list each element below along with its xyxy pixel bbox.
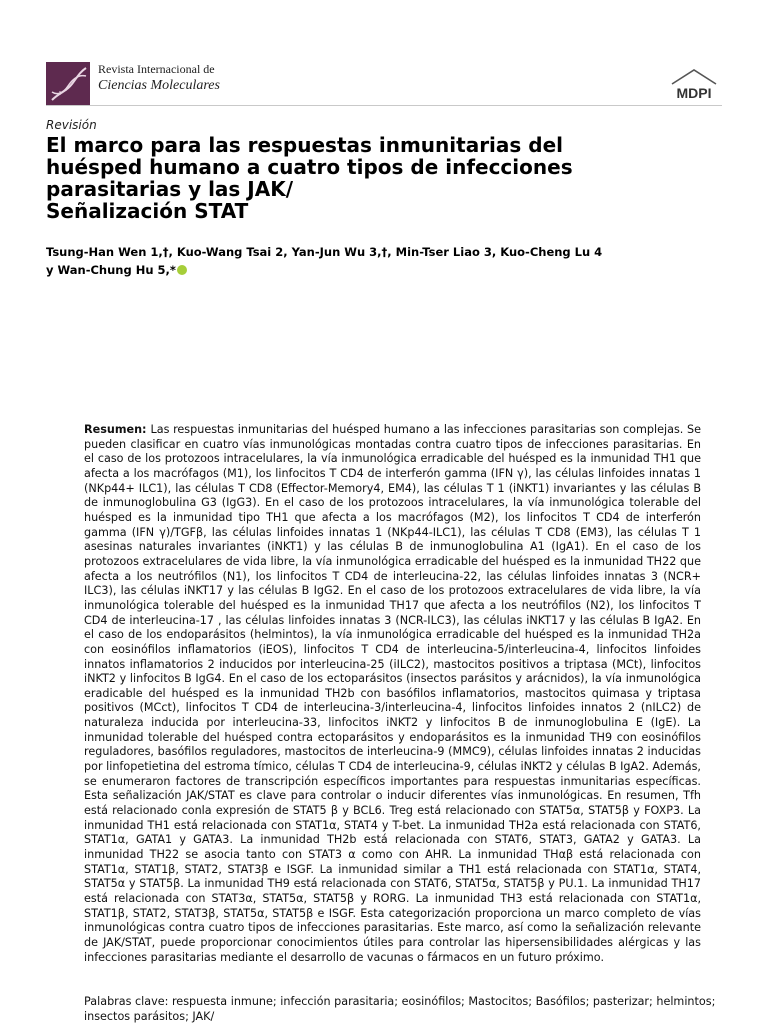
title-line: huésped humano a cuatro tipos de infecciones [46,155,573,179]
orcid-icon[interactable] [177,265,187,275]
journal-name-line1: Revista Internacional de [98,62,215,76]
keywords [84,995,724,1024]
article-title [46,134,706,222]
mdpi-logo [666,68,722,104]
authors-line1: Tsung-Han Wen 1,†, Kuo-Wang Tsai 2, Yan-Jun Wu 3,†, Min-Tser Liao 3, Kuo-Cheng Lu 4 [46,245,603,259]
authors-line2-text: y Wan-Chung Hu 5,* [46,263,176,277]
authors-line2 [46,261,726,279]
title-line: Señalización STAT [46,199,249,223]
abstract-label: Resumen: [84,423,151,436]
publisher-name: MDPI [676,85,712,101]
keywords-label: Palabras clave: [84,995,172,1008]
title-line: parasitarias y las JAK/ [46,177,294,201]
journal-name [98,62,220,94]
journal-header [46,62,722,106]
title-line: El marco para las respuestas inmunitarias del [46,133,564,157]
abstract [84,423,701,965]
journal-logo [46,62,90,106]
abstract-text: Las respuestas inmunitarias del huésped humano a las infecciones parasitarias son complejas. Se pueden clasificar en cuatro vías inmunológicas montadas contra cuatro tipos de infecciones parasitarias. En el caso de los protozoos intracelulares, la vía inmunológica erradicable del huésped es la inmunidad TH1 que afecta a los macrófagos (M1), los linfocitos T CD4 de interferón gamma (IFN γ), las células linfoides innatas 1 (NKp44+ ILC1), las células T CD8 (Effector-Memory4, EM4), las células T 1 (iNKT1) invariantes y las células B de inmunoglobulina G3 (IgG3). En el caso de los protozoos intracelulares, la vía inmunológica tolerable del huésped es la inmunidad tipo TH1 que afecta a los macrófagos (M2), los linfocitos T CD4 de interferón gamma (IFN γ)/TGFβ, las células linfoides innatas 1 (NKp44-ILC1), las células T CD8 (EM3), las células T 1 asesinas naturales invariantes (iNKT1) y las células B de inmunoglobulina A1 (IgA1). En el caso de los protozoos extracelulares de vida libre, la vía inmunológica erradicable del huésped es la inmunidad TH22 que afecta a los neutrófilos (N1), los linfocitos T CD4 de interleucina-22, las células linfoides innatas 3 (NCR+ ILC3), las células iNKT17 y las células B IgG2. En el caso de los protozoos extracelulares de vida libre, la vía inmunológica tolerable del huésped es la inmunidad TH17 que afecta a los neutrófilos (N2), los linfocitos T CD4 de interleucina-17 , las células linfoides innatas 3 (NCR-ILC3), las células iNKT17 y las células B IgA2. En el caso de los endoparásitos (helmintos), la vía inmunológica erradicable del huésped es la inmunidad TH2a con eosinófilos inflamatorios (iEOS), linfocitos T CD4 de interleucina-5/interleucina-4, linfocitos linfoides innatos inflamatorios 2 inducidos por interleucina-25 (iILC2), mastocitos positivos a triptasa (MCt), linfocitos iNKT2 y linfocitos B IgG4. En el caso de los ectoparásitos (insectos parásitos y arácnidos), la vía inmunológica eradicable del huésped es la inmunidad TH2b con basófilos inflamatorios, mastocitos quimasa y triptasa positivos (MCct), linfocitos T CD4 de interleucina-3/interleucina-4, linfocitos linfoides innatos 2 (nILC2) de naturaleza inducida por interleucina-33, linfocitos iNKT2 y linfocitos B de inmunoglobulina E (IgE). La inmunidad tolerable del huésped contra ectoparásitos y endoparásitos es la inmunidad TH9 con eosinófilos reguladores, basófilos reguladores, mastocitos de interleucina-9 (MMC9), células linfoides innatas 2 inducidas por linfopetietina del estroma tímico, células T CD4 de interleucina-9, células iNKT2 y células B IgA2. Además, se enumeraron factores de transcripción específicos importantes para respuestas inmunitarias específicas. Esta señalización JAK/STAT es clave para controlar o inducir diferentes vías inmunológicas. En resumen, Tfh está relacionado conla expresión de STAT5 β y BCL6. Treg está relacionado con STAT5α, STAT5β y FOXP3. La inmunidad TH1 está relacionada con STAT1α, STAT4 y T-bet. La inmunidad TH2a está relacionada con STAT6, STAT1α, GATA1 y GATA3. La inmunidad TH2b está relacionada con STAT6, STAT3, GATA2 y GATA3. La inmunidad TH22 se asocia tanto con STAT3 α como con AHR. La inmunidad THαβ está relacionada con STAT1α, STAT1β, STAT2, STAT3β e ISGF. La inmunidad similar a TH1 está relacionada con STAT1α, STAT4, STAT5α y STAT5β. La inmunidad TH9 está relacionada con STAT6, STAT5α, STAT5β y PU.1. La inmunidad TH17 está relacionada con STAT3α, STAT5α, STAT5β y RORG. La inmunidad TH3 está relacionada con STAT1α, STAT1β, STAT2, STAT3β, STAT5α, STAT5β e ISGF. Esta categorización proporciona un marco completo de vías inmunológicas contra cuatro tipos de infecciones parasitarias. Este marco, así como la señalización relevante de JAK/STAT, puede proporcionar conocimientos útiles para controlar las hipersensibilidades alérgicas y las infecciones parasitarias mediante el desarrollo de vacunas o fármacos en un futuro próximo. [84,423,701,964]
header-divider [46,105,722,106]
journal-name-line2: Ciencias Moleculares [98,78,220,93]
author-list [46,243,726,279]
keywords-text: respuesta inmune; infección parasitaria; eosinófilos; Mastocitos; Basófilos; pasterizar; helmintos; insectos parásitos; JAK/ [84,995,716,1023]
article-type: Revisión [46,118,97,132]
dna-icon [46,62,90,106]
